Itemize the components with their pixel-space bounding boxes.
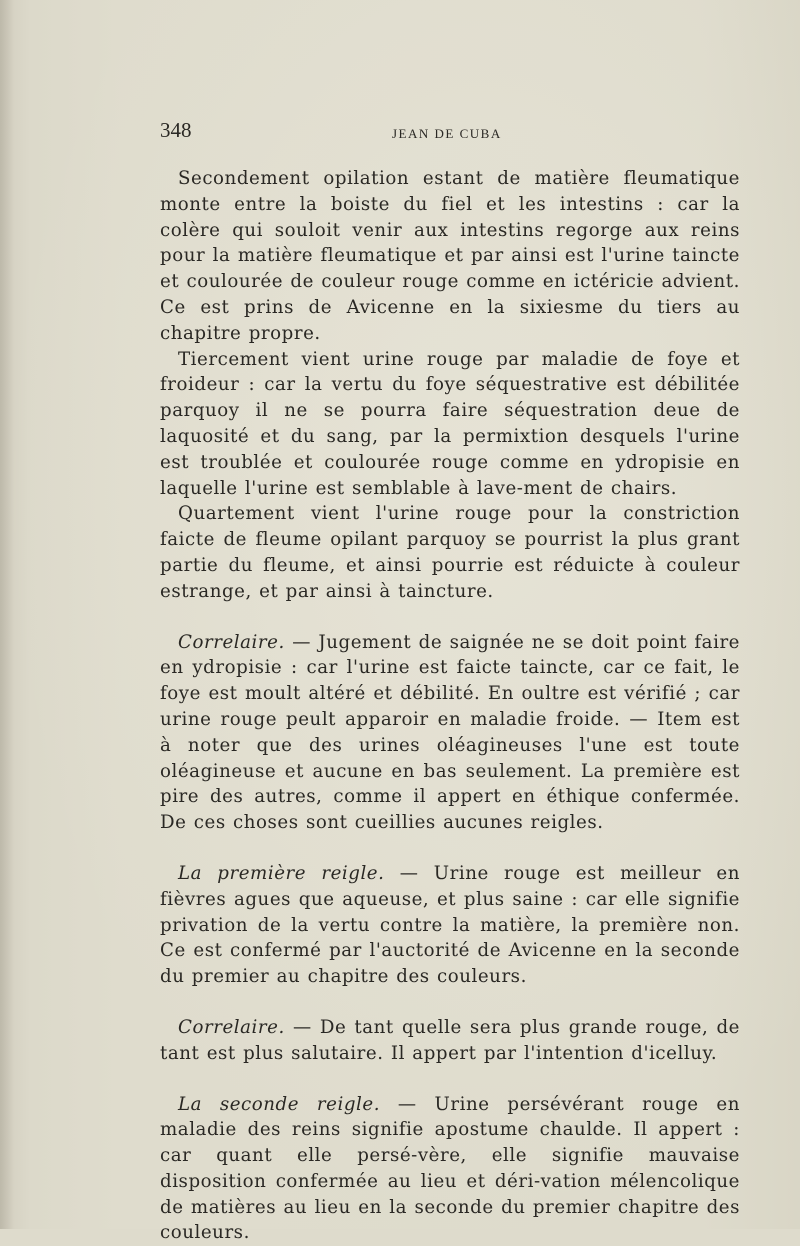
paragraph-text: — Urine rouge est meilleur en fièvres agues que aqueuse, et plus saine : car elle signifie privation de la vertu contre la matière, la première non. Ce est confermé par l'auctorité de Avicenne en la seconde du premier au chapitre des couleurs. — [160, 863, 740, 987]
paragraph-text: Secondement opilation estant de matière fleumatique monte entre la boiste du fiel et les intestins : car la colère qui souloit venir aux intestins regorge aux reins pour la matière fleumatique et par ainsi est l'urine taincte et coulourée de couleur rouge comme en ictéricie advient. Ce est prins de Avicenne en la sixiesme du tiers au chapitre propre. — [160, 168, 740, 344]
binding-shadow — [0, 0, 14, 1229]
paragraph-premiere-reigle — [160, 861, 740, 990]
paragraph-tiercement — [160, 347, 740, 502]
paragraph-correlaire-1 — [160, 630, 740, 836]
paragraph-lead: La seconde reigle. — [178, 1094, 380, 1115]
paragraph-text: — Jugement de saignée ne se doit point faire en ydropisie : car l'urine est faicte taincte, car ce fait, le foye est moult altéré et débilité. En oultre est vérifié ; car urine rouge peult apparoir en maladie froide. — Item est à noter que des urines oléagineuses l'une est toute oléagineuse et aucune en bas seulement. La première est pire des autres, comme il appert en éthique confermée. De ces choses sont cueillies aucunes reigles. — [160, 632, 740, 834]
paragraph-secondement — [160, 166, 740, 347]
paragraph-lead: Correlaire. — [178, 1017, 285, 1038]
paragraph-text: — Urine persévérant rouge en maladie des reins signifie apostume chaulde. Il appert : car quant elle persé-vère, elle signifie mauvaise disposition confermée au lieu et déri-vation mélencolique de matières au lieu en la seconde du premier chapitre des couleurs. — [160, 1094, 740, 1244]
running-title: JEAN DE CUBA — [392, 126, 502, 142]
paragraph-lead: Correlaire. — [178, 632, 285, 653]
paragraph-text: Tiercement vient urine rouge par maladie de foye et froideur : car la vertu du foye séquestrative est débilitée parquoy il ne se pourra faire séquestration deue de laquosité et du sang, par la permixtion desquels l'urine est troublée et coulourée rouge comme en ydropisie en laquelle l'urine est semblable à lave-ment de chairs. — [160, 349, 740, 499]
running-header — [160, 118, 740, 148]
paragraph-lead: La première reigle. — [178, 863, 384, 884]
paragraph-correlaire-2 — [160, 1015, 740, 1067]
paragraph-seconde-reigle — [160, 1092, 740, 1246]
paragraph-text: — De tant quelle sera plus grande rouge, de tant est plus salutaire. Il appert par l'intention d'icelluy. — [160, 1017, 740, 1064]
page-number: 348 — [160, 118, 192, 143]
paragraph-text: Quartement vient l'urine rouge pour la constriction faicte de fleume opilant parquoy se pourrist la plus grant partie du fleume, et ainsi pourrie est réduicte à couleur estrange, et par ainsi à taincture. — [160, 503, 740, 601]
paragraph-quartement — [160, 501, 740, 604]
body-text — [160, 166, 740, 1246]
